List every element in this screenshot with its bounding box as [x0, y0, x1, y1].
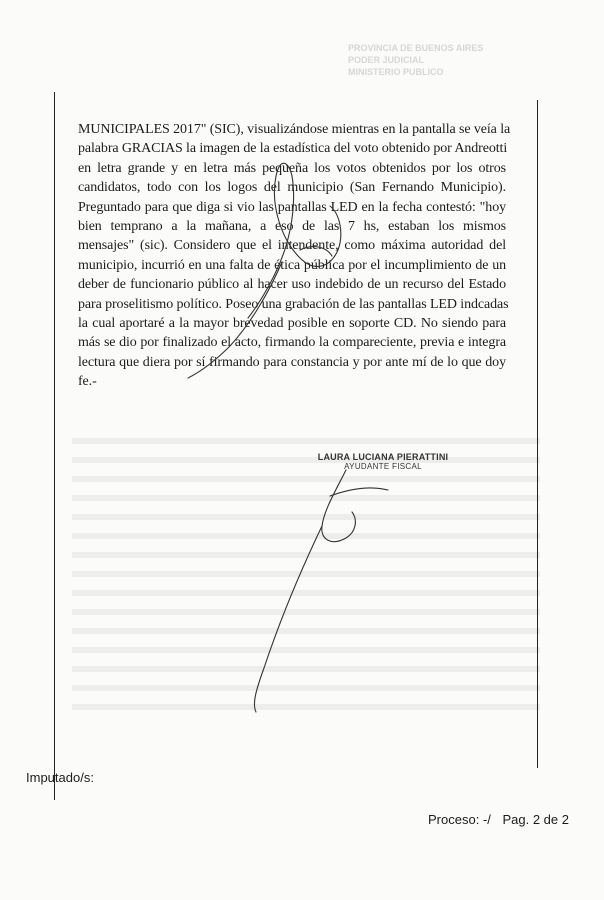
page-number: Pag. 2 de 2 [502, 812, 569, 827]
stamp-name: LAURA LUCIANA PIERATTINI [317, 452, 449, 462]
ghost-body [72, 430, 542, 738]
text-line: más se dio por finalizado el acto, firmando la compareciente, previa e integra [78, 335, 506, 351]
left-margin-rule [54, 92, 55, 800]
official-stamp [308, 452, 458, 471]
page-footer [428, 812, 569, 827]
proceso-label: Proceso: -/ [428, 812, 491, 827]
text-line: para proselitismo político. Poseo una grabación de las pantallas LED indcadas [78, 296, 509, 312]
right-margin-rule [537, 100, 538, 768]
stamp-title: AYUDANTE FISCAL [344, 462, 422, 471]
declaration-text [78, 120, 511, 392]
text-line: MUNICIPALES 2017" (SIC), visualizándose mientras en la pantalla se veía la [78, 122, 511, 137]
text-line: bien temprano a la mañana, a eso de las 7 hs, estaban los mismos [78, 219, 506, 235]
text-line: la cual aportaré a la mayor brevedad posible en soporte CD. No siendo para [78, 316, 506, 332]
ghost-text-bars [72, 430, 542, 730]
text-line: fe.- [78, 374, 97, 390]
ghost-header-line: PODER JUDICIAL [348, 55, 425, 65]
text-line: lectura que diera por sí firmando para constancia y por ante mí de lo que doy [78, 354, 506, 370]
ghost-header [348, 42, 548, 78]
ghost-header-line: PROVINCIA DE BUENOS AIRES [348, 43, 484, 53]
text-line: candidatos, todo con los logos del municipio (San Fernando Municipio). [78, 180, 506, 196]
text-line: mensajes" (sic). Considero que el intendente, como máxima autoridad del [78, 238, 506, 254]
text-line: en letra grande y en letra más pequeña los votos obtenidos por los otros [78, 160, 506, 176]
text-line: municipio, incurrió en una falta de ética pública por el incumplimiento de un [78, 257, 506, 273]
text-line: palabra GRACIAS la imagen de la estadística del voto obtenido por Andreotti [78, 141, 508, 157]
text-line: Preguntado para que diga si vio las pantallas LED en la fecha contestó: "hoy [78, 199, 506, 215]
imputado-label: Imputado/s: [26, 770, 94, 785]
text-line: deber de funcionario público al hacer uso indebido de un recurso del Estado [78, 277, 506, 293]
ghost-header-line: MINISTERIO PUBLICO [348, 67, 444, 77]
